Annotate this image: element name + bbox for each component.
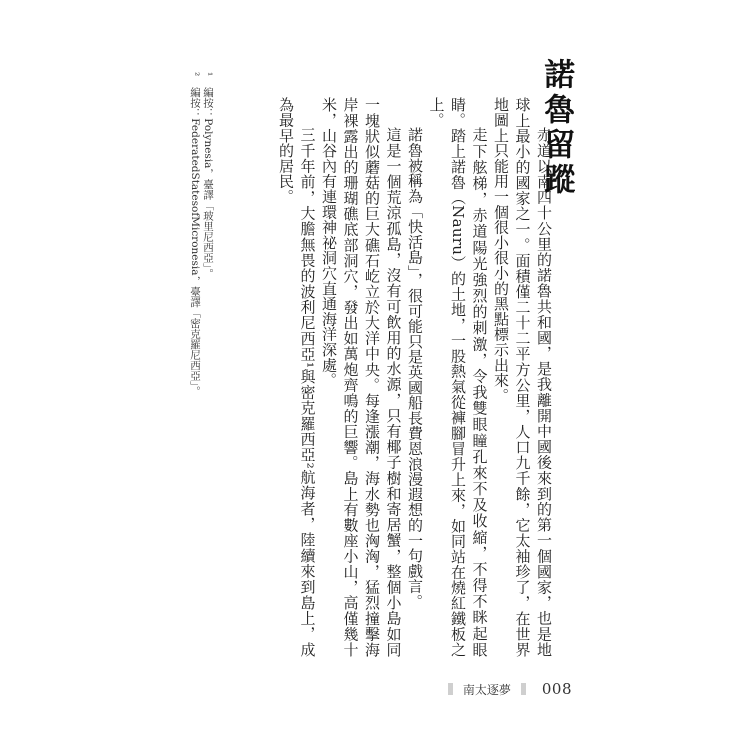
running-footer (448, 680, 572, 698)
chapter-title: 諾魯留蹤 (538, 58, 575, 198)
paragraph: 走下舷梯，赤道陽光強烈的刺激，令我雙眼瞳孔來不及收縮，不得不眯起眼睛。踏上諾魯（Nauru）的土地，一股熱氣從褲腳冒升上來，如同站在燒紅鐵板之上。 (427, 97, 489, 657)
footer-bar-right (521, 683, 526, 695)
body-text (224, 97, 554, 657)
footnote: ² 編按：FederatedStatesofMicronesia，臺譯「密克羅尼西亞」。 (189, 72, 201, 397)
paragraph: 赤道以南四十公里的諾魯共和國，是我離開中國後來到的第一個國家，也是地球上最小的國家之一。面積僅二十二平方公里，人口九千餘，它太袖珍了，在世界地圖上只能用一個很小很小的黑點標示出來。 (492, 97, 553, 657)
page-number: 008 (541, 680, 572, 698)
paragraph: 三千年前，大膽無畏的波利尼西亞¹與密克羅西亞²航海者，陸續來到島上，成為最早的居民。 (277, 97, 317, 657)
book-title: 南太逐夢 (462, 682, 511, 697)
paragraph: 諾魯被稱為「快活島」，很可能只是英國船長費恩浪漫遐想的一句戲言。 (406, 127, 424, 610)
footer-bar-left (448, 683, 453, 695)
footnote: ¹ 編按：Polynesia，臺譯「玻里尼西亞」。 (202, 72, 214, 279)
paragraph: 這是一個荒涼孤島，沒有可飲用的水源，只有椰子樹和寄居蟹，整個小島如同一塊狀似蘑菇的巨大礁石屹立於大洋中央。每逢漲潮，海水勢也洶洶，猛烈撞擊海岸裸露出的珊瑚礁底部洞穴，發出如萬炮齊鳴的巨響。島上有數座小山，高僅幾十米，山谷內有連環神祕洞穴直通海洋深處。 (320, 97, 403, 657)
footnotes (188, 72, 214, 412)
